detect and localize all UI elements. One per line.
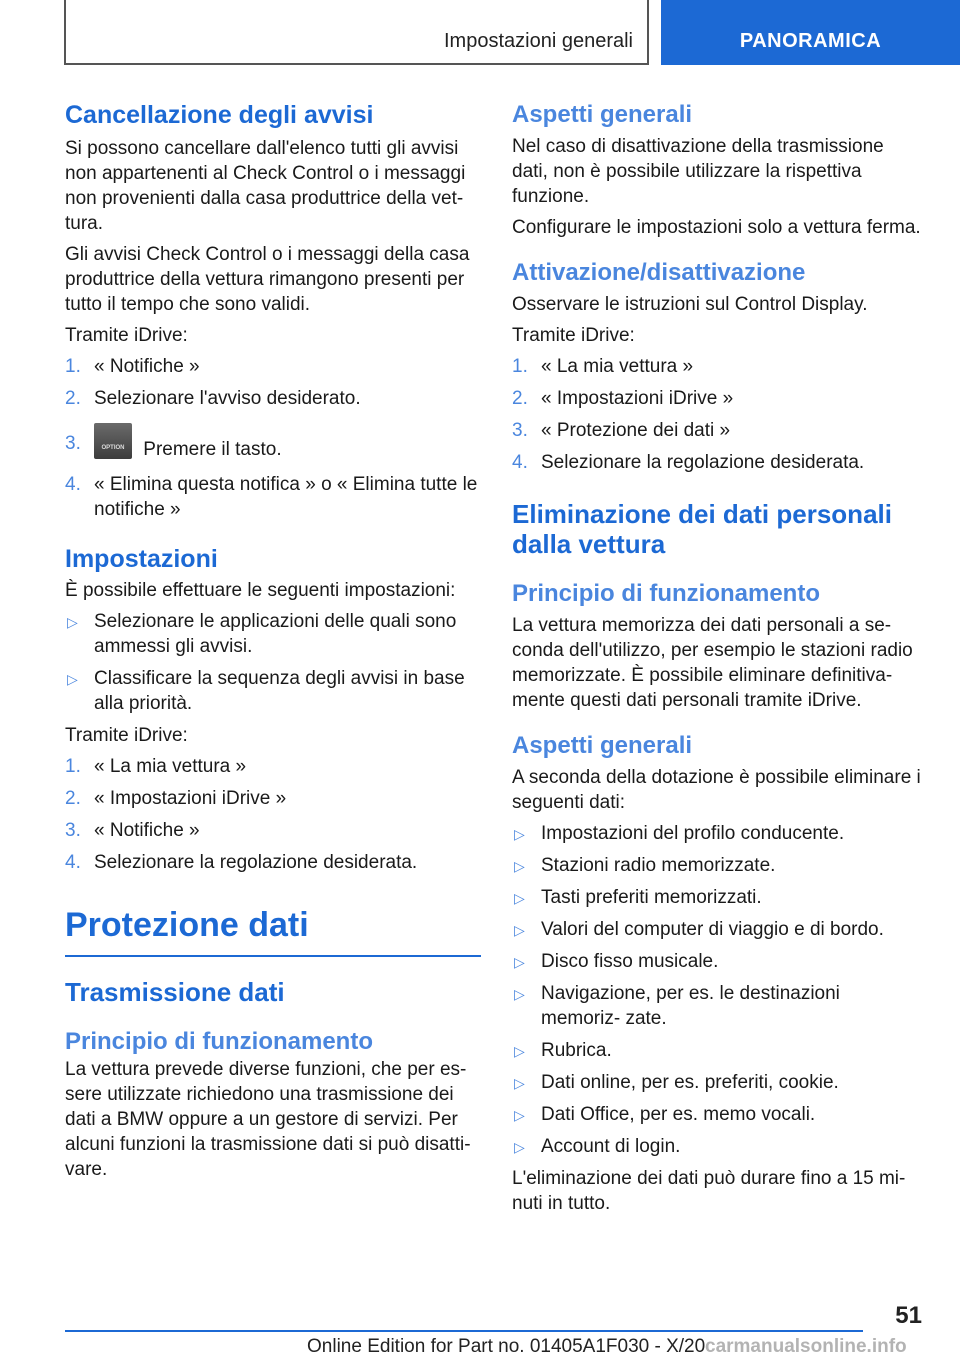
delete-general-heading: Aspetti generali [512,732,693,759]
list-item [65,386,481,411]
list-item [512,949,922,974]
list-item [512,885,922,910]
delete-principle-heading: Principio di funzionamento [512,580,820,607]
option-button-icon [94,423,132,459]
step-number: 3. [65,820,81,841]
settings-steps [65,754,481,875]
delete-general-paragraph: A seconda della dotazione è possibile eliminare i seguenti dati: [512,767,921,813]
bullet-triangle-icon: ▷ [514,922,525,938]
list-item [512,450,922,475]
list-item [512,418,922,443]
step-number: 2. [65,388,81,409]
list-item [65,850,481,875]
bullet-triangle-icon: ▷ [67,614,78,630]
list-item [512,354,922,379]
cancel-paragraph-1: Si possono cancellare dall'elenco tutti gli avvisi non appartenenti al Check Control o i messaggi non provenienti dalla casa produttrice della vet‐ tura. [65,138,466,234]
delete-bullets [512,821,922,1159]
step-number: 2. [65,788,81,809]
bullet-text: Navigazione, per es. le destinazioni memoriz‐ zate. [541,983,840,1029]
header-tab-label: PANORAMICA [739,30,882,52]
watermark: carmanualsonline.info [705,1336,907,1357]
bullet-triangle-icon: ▷ [514,1043,525,1059]
principle-paragraph: La vettura prevede diverse funzioni, che per es‐ sere utilizzate richiedono una trasmissione dei dati a BMW oppure a un gestore di servizi. Per alcuni funzioni la trasmissione dati si può disatti‐ vare. [65,1059,471,1180]
step-text: « Elimina questa notifica » o « Elimina tutte le notifiche » [94,474,478,520]
header-tab[interactable] [661,0,960,65]
step-number: 4. [512,452,528,473]
step-number: 4. [65,474,81,495]
step-text: « La mia vettura » [541,356,694,377]
cancel-via: Tramite iDrive: [65,325,188,346]
general-paragraph-1: Nel caso di disattivazione della trasmissione dati, non è possibile utilizzare la rispettiva funzione. [512,136,884,207]
bullet-triangle-icon: ▷ [514,1139,525,1155]
delete-heading: Eliminazione dei dati personali dalla vettura [512,499,892,559]
settings-heading: Impostazioni [65,545,218,573]
delete-duration: L'eliminazione dei dati può durare fino a 15 mi‐ nuti in tutto. [512,1168,906,1214]
cancel-steps [65,354,481,522]
step-number: 2. [512,388,528,409]
general-heading: Aspetti generali [512,101,693,128]
bullet-text: Dati online, per es. preferiti, cookie. [541,1072,839,1093]
bullet-text: Selezionare le applicazioni delle quali sono ammessi gli avvisi. [94,611,457,657]
bullet-triangle-icon: ▷ [514,890,525,906]
delete-principle-paragraph: La vettura memorizza dei dati personali a se‐ conda dell'utilizzo, per esempio le stazioni radio memorizzate. È possibile eliminare definitiva‐ mente questi dati personali tramite iDrive. [512,615,913,711]
list-item [512,981,922,1031]
bullet-triangle-icon: ▷ [67,671,78,687]
bullet-text: Disco fisso musicale. [541,951,719,972]
step-text: « Impostazioni iDrive » [94,788,287,809]
step-number: 1. [512,356,528,377]
bullet-text: Impostazioni del profilo conducente. [541,823,845,844]
list-item [65,754,481,779]
list-item [65,354,481,379]
step-text: « Protezione dei dati » [541,420,731,441]
page-number: 51 [895,1302,922,1329]
cancel-paragraph-2: Gli avvisi Check Control o i messaggi della casa produttrice della vettura rimangono presenti per tutto il tempo che sono validi. [65,244,470,315]
step-number: 3. [65,433,81,454]
activation-heading: Attivazione/disattivazione [512,259,806,286]
step-text: Selezionare la regolazione desiderata. [94,852,418,873]
settings-intro: È possibile effettuare le seguenti impostazioni: [65,580,456,601]
bullet-text: Rubrica. [541,1040,612,1061]
bullet-triangle-icon: ▷ [514,1075,525,1091]
bullet-triangle-icon: ▷ [514,1107,525,1123]
bullet-text: Account di login. [541,1136,681,1157]
list-item [512,386,922,411]
list-item [512,1070,922,1095]
step-number: 3. [512,420,528,441]
list-item [512,1038,922,1063]
option-button-label: OPTION [101,445,125,451]
step-text: « Impostazioni iDrive » [541,388,734,409]
settings-via: Tramite iDrive: [65,725,188,746]
transmission-heading: Trasmissione dati [65,977,285,1007]
cancel-heading: Cancellazione degli avvisi [65,101,374,129]
list-item [65,666,481,716]
list-item [512,821,922,846]
bullet-triangle-icon: ▷ [514,954,525,970]
list-item [512,1102,922,1127]
list-item [65,818,481,843]
step-number: 1. [65,756,81,777]
list-item [65,609,481,659]
general-paragraph-2: Configurare le impostazioni solo a vettura ferma. [512,217,921,238]
bullet-text: Valori del computer di viaggio e di bordo. [541,919,884,940]
bullet-triangle-icon: ▷ [514,826,525,842]
bullet-text: Classificare la sequenza degli avvisi in base alla priorità. [94,668,465,714]
bullet-text: Dati Office, per es. memo vocali. [541,1104,816,1125]
step-text: « Notifiche » [94,356,200,377]
step-text: Selezionare la regolazione desiderata. [541,452,865,473]
list-item [65,472,481,522]
settings-bullets [65,609,481,716]
step-text: Premere il tasto. [143,439,282,460]
list-item [65,423,481,462]
step-text: « Notifiche » [94,820,200,841]
list-item [512,1134,922,1159]
list-item [512,917,922,942]
step-number: 4. [65,852,81,873]
header-section-title: Impostazioni generali [444,30,633,52]
bullet-text: Tasti preferiti memorizzati. [541,887,762,908]
bullet-text: Stazioni radio memorizzate. [541,855,776,876]
bullet-triangle-icon: ▷ [514,986,525,1002]
privacy-heading-rule [65,955,481,957]
activation-paragraph: Osservare le istruzioni sul Control Display. [512,294,868,315]
step-text: Selezionare l'avviso desiderato. [94,388,361,409]
activation-steps [512,354,922,475]
footer-rule [65,1330,863,1332]
list-item [65,786,481,811]
list-item [512,853,922,878]
left-column [65,100,481,1188]
footer-edition: Online Edition for Part no. 01405A1F030 - X/20 [307,1336,706,1357]
activation-via: Tramite iDrive: [512,325,635,346]
principle-heading: Principio di funzionamento [65,1028,373,1055]
privacy-heading: Protezione dati [65,906,309,944]
step-text: « La mia vettura » [94,756,247,777]
header-section-box [64,0,649,65]
bullet-triangle-icon: ▷ [514,858,525,874]
right-column [512,100,922,1222]
step-number: 1. [65,356,81,377]
